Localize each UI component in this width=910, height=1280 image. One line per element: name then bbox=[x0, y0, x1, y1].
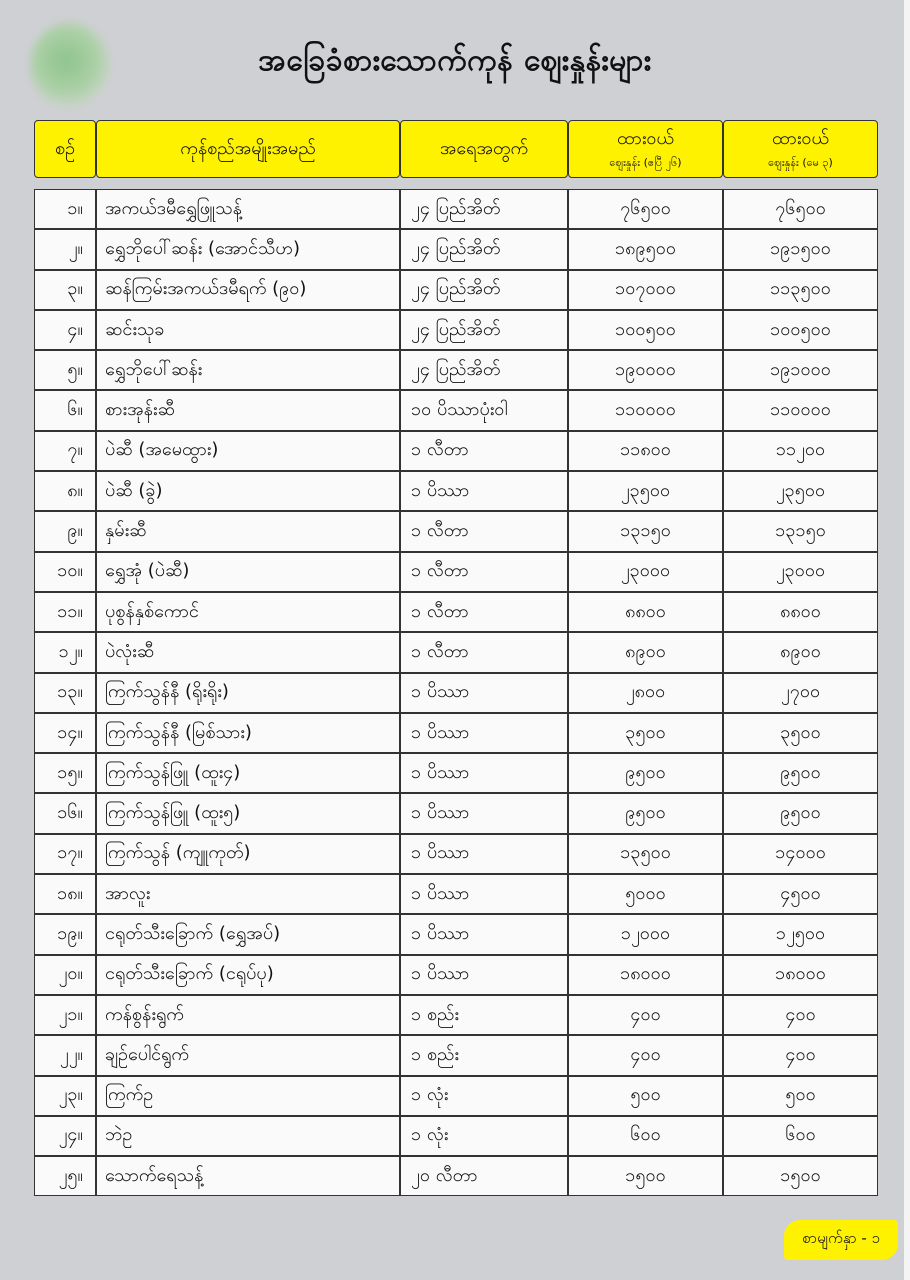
table-header-row bbox=[34, 120, 878, 178]
header-no: စဉ် bbox=[34, 120, 96, 178]
price-may: ၁၀၀၅၀၀ bbox=[723, 310, 878, 350]
row-number: ၂၅။ bbox=[34, 1156, 96, 1196]
header-price-apr bbox=[568, 120, 723, 178]
header-unit: အရေအတွက် bbox=[400, 120, 568, 178]
row-number: ၁၉။ bbox=[34, 914, 96, 954]
price-may: ၆၀၀ bbox=[723, 1116, 878, 1156]
item-name: အကယ်ဒမီရွှေဖြူသန့် bbox=[96, 189, 400, 229]
price-may: ၄၅၀၀ bbox=[723, 874, 878, 914]
item-unit: ၁ ပိဿာ bbox=[400, 834, 568, 874]
item-unit: ၁ ပိဿာ bbox=[400, 753, 568, 793]
item-name: ကြက်သွန်နီ (ရိုးရိုး) bbox=[96, 673, 400, 713]
table-row bbox=[34, 1156, 878, 1196]
price-apr: ၅၀၀၀ bbox=[568, 874, 723, 914]
item-name: ရွှေဘိုပေါ်ဆန်း bbox=[96, 350, 400, 390]
price-apr: ၈၉၀၀ bbox=[568, 632, 723, 672]
row-number: ၅။ bbox=[34, 350, 96, 390]
row-number: ၂။ bbox=[34, 229, 96, 269]
item-name: ဘဲဥ bbox=[96, 1116, 400, 1156]
price-apr: ၂၃၅၀၀ bbox=[568, 471, 723, 511]
table-row bbox=[34, 995, 878, 1035]
price-apr: ၁၂၀၀၀ bbox=[568, 914, 723, 954]
price-apr: ၁၃၅၀၀ bbox=[568, 834, 723, 874]
table-row bbox=[34, 229, 878, 269]
price-may: ၉၅၀၀ bbox=[723, 753, 878, 793]
page-title: အခြေခံစားသောက်ကုန် ဈေးနှုန်းများ bbox=[258, 43, 652, 78]
table-row bbox=[34, 793, 878, 833]
item-unit: ၁ ပိဿာ bbox=[400, 471, 568, 511]
price-may: ၁၅၀၀ bbox=[723, 1156, 878, 1196]
item-name: ငရုတ်သီးခြောက် (ရွှေအပ်) bbox=[96, 914, 400, 954]
row-number: ၂၂။ bbox=[34, 1035, 96, 1075]
price-apr: ၁၈၉၅၀၀ bbox=[568, 229, 723, 269]
price-apr: ၁၉၀၀၀၀ bbox=[568, 350, 723, 390]
item-name: ပဲဆီ (အမေထွား) bbox=[96, 431, 400, 471]
row-number: ၂၄။ bbox=[34, 1116, 96, 1156]
item-unit: ၁ ပိဿာ bbox=[400, 793, 568, 833]
price-may: ၁၈၀၀၀ bbox=[723, 955, 878, 995]
row-number: ၃။ bbox=[34, 270, 96, 310]
item-name: ကြက်သွန်နီ (မြစ်သား) bbox=[96, 713, 400, 753]
table-row bbox=[34, 189, 878, 229]
price-apr: ၂၃၀၀၀ bbox=[568, 552, 723, 592]
table-row bbox=[34, 1035, 878, 1075]
row-number: ၆။ bbox=[34, 390, 96, 430]
price-table bbox=[34, 120, 878, 1196]
price-may: ၁၄၀၀၀ bbox=[723, 834, 878, 874]
item-unit: ၁ လီတာ bbox=[400, 592, 568, 632]
header-price-apr-date: ဈေးနှုန်း (ဧပြီ ၂၆) bbox=[609, 156, 682, 169]
price-may: ၁၁၀၀၀၀ bbox=[723, 390, 878, 430]
price-apr: ၁၈၀၀၀ bbox=[568, 955, 723, 995]
item-name: ငရုတ်သီးခြောက် (ငရုပ်ပု) bbox=[96, 955, 400, 995]
item-name: ကြက်သွန် (ကျူကုတ်) bbox=[96, 834, 400, 874]
price-may: ၁၉၁၅၀၀ bbox=[723, 229, 878, 269]
header-name: ကုန်စည်အမျိုးအမည် bbox=[96, 120, 400, 178]
price-may: ၂၇၀၀ bbox=[723, 673, 878, 713]
row-number: ၁၄။ bbox=[34, 713, 96, 753]
item-name: ကန်စွန်းရွက် bbox=[96, 995, 400, 1035]
price-may: ၁၂၅၀၀ bbox=[723, 914, 878, 954]
item-unit: ၁ ပိဿာ bbox=[400, 874, 568, 914]
table-row bbox=[34, 955, 878, 995]
row-number: ၄။ bbox=[34, 310, 96, 350]
item-unit: ၁ ပိဿာ bbox=[400, 914, 568, 954]
price-may: ၅၀၀ bbox=[723, 1076, 878, 1116]
item-name: ဆန်ကြမ်းအကယ်ဒမီရက် (၉၀) bbox=[96, 270, 400, 310]
table-row bbox=[34, 834, 878, 874]
row-number: ၂၃။ bbox=[34, 1076, 96, 1116]
table-row bbox=[34, 874, 878, 914]
item-unit: ၁ ပိဿာ bbox=[400, 955, 568, 995]
price-may: ၈၉၀၀ bbox=[723, 632, 878, 672]
item-unit: ၂၀ လီတာ bbox=[400, 1156, 568, 1196]
item-unit: ၂၄ ပြည်အိတ် bbox=[400, 310, 568, 350]
price-may: ၁၁၃၅၀၀ bbox=[723, 270, 878, 310]
price-may: ၄၀၀ bbox=[723, 1035, 878, 1075]
table-row bbox=[34, 632, 878, 672]
table-row bbox=[34, 270, 878, 310]
price-may: ၃၅၀၀ bbox=[723, 713, 878, 753]
row-number: ၁။ bbox=[34, 189, 96, 229]
price-apr: ၁၀၇၀၀၀ bbox=[568, 270, 723, 310]
price-apr: ၁၃၁၅၀ bbox=[568, 511, 723, 551]
header-price-may-date: ဈေးနှုန်း (မေ ၃) bbox=[768, 156, 833, 169]
item-name: ကြက်သွန်ဖြူ (ထူး၄) bbox=[96, 753, 400, 793]
item-name: ပဲဆီ (ခွဲ) bbox=[96, 471, 400, 511]
table-row bbox=[34, 552, 878, 592]
item-unit: ၁ လီတာ bbox=[400, 511, 568, 551]
item-unit: ၁ လုံး bbox=[400, 1076, 568, 1116]
table-row bbox=[34, 350, 878, 390]
table-row bbox=[34, 914, 878, 954]
item-unit: ၂၄ ပြည်အိတ် bbox=[400, 229, 568, 269]
row-number: ၈။ bbox=[34, 471, 96, 511]
row-number: ၉။ bbox=[34, 511, 96, 551]
table-row bbox=[34, 753, 878, 793]
item-unit: ၂၄ ပြည်အိတ် bbox=[400, 350, 568, 390]
price-apr: ၉၅၀၀ bbox=[568, 793, 723, 833]
header-price-may-title: ထားဝယ် bbox=[772, 128, 829, 149]
price-apr: ၅၀၀ bbox=[568, 1076, 723, 1116]
table-row bbox=[34, 673, 878, 713]
price-apr: ၁၅၀၀ bbox=[568, 1156, 723, 1196]
item-unit: ၁ စည်း bbox=[400, 1035, 568, 1075]
header-price-may bbox=[723, 120, 878, 178]
price-apr: ၉၅၀၀ bbox=[568, 753, 723, 793]
price-may: ၂၃၀၀၀ bbox=[723, 552, 878, 592]
row-number: ၂၀။ bbox=[34, 955, 96, 995]
price-apr: ၄၀၀ bbox=[568, 1035, 723, 1075]
item-name: ရွှေဘိုပေါ်ဆန်း (အောင်သီဟ) bbox=[96, 229, 400, 269]
row-number: ၁၃။ bbox=[34, 673, 96, 713]
table-row bbox=[34, 310, 878, 350]
item-unit: ၁ စည်း bbox=[400, 995, 568, 1035]
price-apr: ၁၁၈၀၀ bbox=[568, 431, 723, 471]
price-may: ၂၃၅၀၀ bbox=[723, 471, 878, 511]
table-row bbox=[34, 592, 878, 632]
row-number: ၁၆။ bbox=[34, 793, 96, 833]
item-unit: ၁ လီတာ bbox=[400, 632, 568, 672]
item-unit: ၁ ပိဿာ bbox=[400, 713, 568, 753]
item-name: ရွှေအုံ (ပဲဆီ) bbox=[96, 552, 400, 592]
table-row bbox=[34, 390, 878, 430]
row-number: ၇။ bbox=[34, 431, 96, 471]
row-number: ၁၈။ bbox=[34, 874, 96, 914]
price-may: ၇၆၅၀၀ bbox=[723, 189, 878, 229]
item-name: ကြက်ဥ bbox=[96, 1076, 400, 1116]
row-number: ၁၂။ bbox=[34, 632, 96, 672]
page-number-badge: စာမျက်နှာ - ၁ bbox=[784, 1220, 898, 1260]
row-number: ၁၁။ bbox=[34, 592, 96, 632]
item-unit: ၁၀ ပိဿာပုံးဝါ bbox=[400, 390, 568, 430]
item-name: ချဉ်ပေါင်ရွက် bbox=[96, 1035, 400, 1075]
item-unit: ၁ လီတာ bbox=[400, 431, 568, 471]
item-name: အာလူး bbox=[96, 874, 400, 914]
item-name: ပုစွန်နှစ်ကောင် bbox=[96, 592, 400, 632]
row-number: ၁၅။ bbox=[34, 753, 96, 793]
price-apr: ၄၀၀ bbox=[568, 995, 723, 1035]
price-apr: ၃၅၀၀ bbox=[568, 713, 723, 753]
item-unit: ၂၄ ပြည်အိတ် bbox=[400, 270, 568, 310]
item-name: သောက်ရေသန့် bbox=[96, 1156, 400, 1196]
price-apr: ၇၆၅၀၀ bbox=[568, 189, 723, 229]
table-row bbox=[34, 471, 878, 511]
row-number: ၁၇။ bbox=[34, 834, 96, 874]
price-may: ၁၃၁၅၀ bbox=[723, 511, 878, 551]
item-unit: ၁ ပိဿာ bbox=[400, 673, 568, 713]
table-row bbox=[34, 511, 878, 551]
price-may: ၉၅၀၀ bbox=[723, 793, 878, 833]
item-name: ပဲလုံးဆီ bbox=[96, 632, 400, 672]
price-may: ၈၈၀၀ bbox=[723, 592, 878, 632]
table-row bbox=[34, 1116, 878, 1156]
table-row bbox=[34, 431, 878, 471]
item-name: ဆင်းသုခ bbox=[96, 310, 400, 350]
price-apr: ၁၁၀၀၀၀ bbox=[568, 390, 723, 430]
table-row bbox=[34, 713, 878, 753]
item-unit: ၁ လုံး bbox=[400, 1116, 568, 1156]
price-may: ၁၁၂၀၀ bbox=[723, 431, 878, 471]
price-apr: ၂၈၀၀ bbox=[568, 673, 723, 713]
row-number: ၂၁။ bbox=[34, 995, 96, 1035]
row-number: ၁၀။ bbox=[34, 552, 96, 592]
header-price-apr-title: ထားဝယ် bbox=[617, 128, 674, 149]
item-name: စားအုန်းဆီ bbox=[96, 390, 400, 430]
price-may: ၁၉၁၀၀၀ bbox=[723, 350, 878, 390]
item-unit: ၁ လီတာ bbox=[400, 552, 568, 592]
table-row bbox=[34, 1076, 878, 1116]
item-name: နှမ်းဆီ bbox=[96, 511, 400, 551]
item-unit: ၂၄ ပြည်အိတ် bbox=[400, 189, 568, 229]
page-edge bbox=[904, 0, 910, 1280]
price-may: ၄၀၀ bbox=[723, 995, 878, 1035]
price-apr: ၆၀၀ bbox=[568, 1116, 723, 1156]
price-apr: ၁၀၀၅၀၀ bbox=[568, 310, 723, 350]
price-apr: ၈၈၀၀ bbox=[568, 592, 723, 632]
item-name: ကြက်သွန်ဖြူ (ထူး၅) bbox=[96, 793, 400, 833]
